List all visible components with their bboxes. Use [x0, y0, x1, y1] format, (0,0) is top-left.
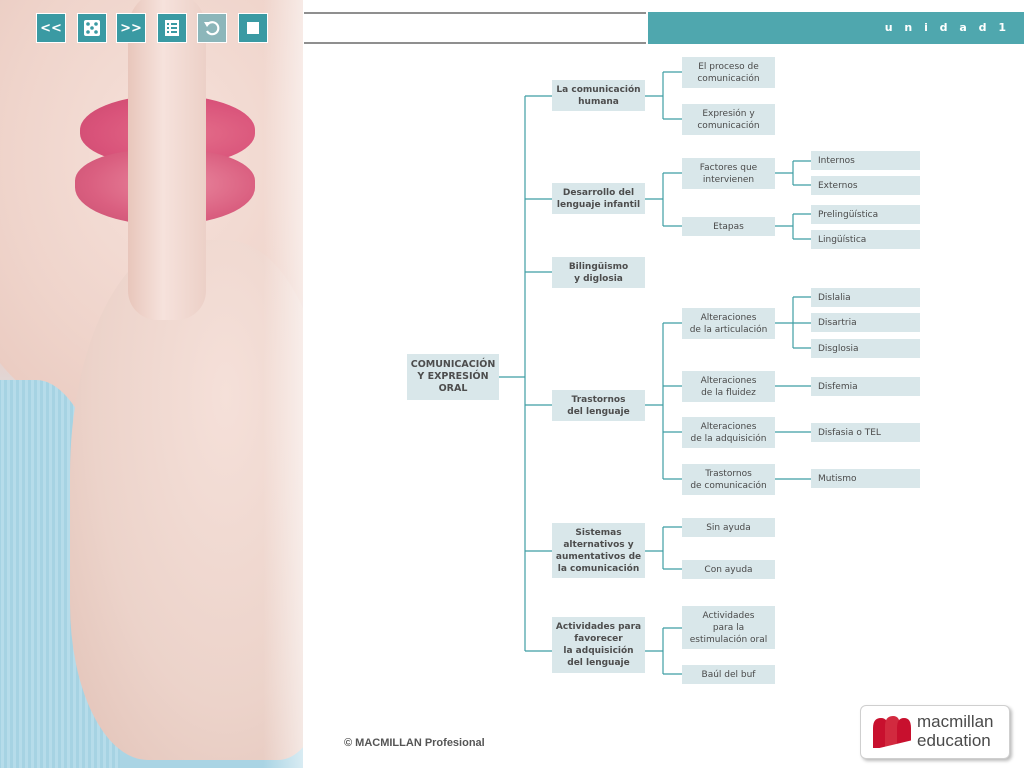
node-external: Externos: [811, 176, 920, 195]
node-stages: Etapas: [682, 217, 775, 236]
node-dysglossia: Disglosia: [811, 339, 920, 358]
node-factors: Factores que intervienen: [682, 158, 775, 189]
node-oral-stimulation: Actividades para la estimulación oral: [682, 606, 775, 649]
node-dyslalia: Dislalia: [811, 288, 920, 307]
node-fluency: Alteraciones de la fluidez: [682, 371, 775, 402]
node-aided: Con ayuda: [682, 560, 775, 579]
copyright-text: © MACMILLAN Profesional: [344, 737, 485, 749]
node-language-development: Desarrollo del lenguaje infantil: [552, 183, 645, 214]
node-root: COMUNICACIÓN Y EXPRESIÓN ORAL: [407, 354, 499, 400]
macmillan-logo-icon: [871, 714, 913, 750]
previous-button[interactable]: <<: [36, 13, 66, 43]
node-communication: La comunicación humana: [552, 80, 645, 111]
node-communication-disorders: Trastornos de comunicación: [682, 464, 775, 495]
next-button[interactable]: >>: [116, 13, 146, 43]
node-articulation: Alteraciones de la articulación: [682, 308, 775, 339]
node-prelinguistic: Prelingüística: [811, 205, 920, 224]
node-activities: Actividades para favorecer la adquisición del lenguaje: [552, 617, 645, 673]
node-bilingualism: Bilingüismo y diglosia: [552, 257, 645, 288]
unit-label: u n i d a d 1: [884, 21, 1010, 34]
node-communication-process: El proceso de comunicación: [682, 57, 775, 88]
node-language-disorders: Trastornos del lenguaje: [552, 390, 645, 421]
node-mutism: Mutismo: [811, 469, 920, 488]
node-dysphemia: Disfemia: [811, 377, 920, 396]
logo-line-2: education: [917, 731, 991, 750]
node-alternative-systems: Sistemas alternativos y aumentativos de la comunicación: [552, 523, 645, 578]
node-internal: Internos: [811, 151, 920, 170]
logo-line-1: macmillan: [917, 712, 994, 731]
node-expression-communication: Expresión y comunicación: [682, 104, 775, 135]
macmillan-logo: [860, 705, 1010, 759]
node-dysphasia: Disfasia o TEL: [811, 423, 920, 442]
node-acquisition: Alteraciones de la adquisición: [682, 417, 775, 448]
node-unaided: Sin ayuda: [682, 518, 775, 537]
node-dysarthria: Disartria: [811, 313, 920, 332]
node-baul-del-buf: Baúl del buf: [682, 665, 775, 684]
node-linguistic: Lingüística: [811, 230, 920, 249]
